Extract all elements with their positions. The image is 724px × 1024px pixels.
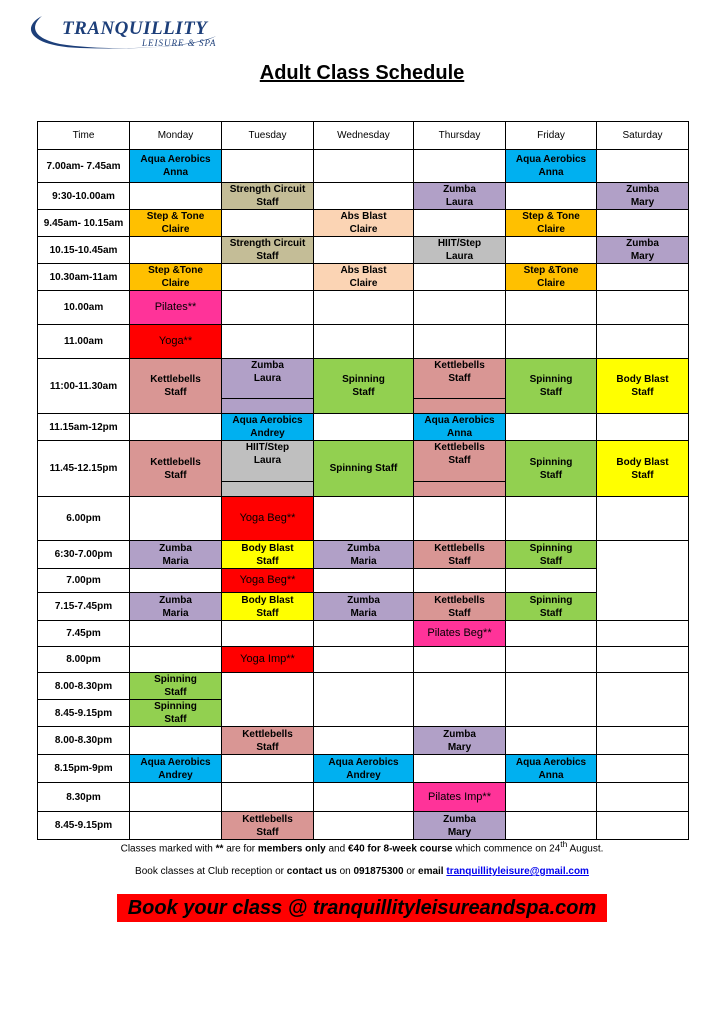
table-row: [38, 291, 689, 325]
empty-cell: [314, 727, 414, 755]
time-cell: 10.15-10.45am: [38, 237, 130, 264]
class-cell: Zumba Mary: [414, 812, 506, 840]
empty-cell: [314, 569, 414, 593]
time-cell: 11.15am-12pm: [38, 414, 130, 441]
class-cell: Kettlebells Staff: [130, 359, 222, 414]
class-cell: Spinning Staff: [506, 441, 597, 497]
time-cell: 8.00-8.30pm: [38, 673, 130, 700]
class-cell: Spinning Staff: [130, 700, 222, 727]
time-cell: 8.45-9.15pm: [38, 700, 130, 727]
class-cell: Yoga Beg**: [222, 569, 314, 593]
table-row: [38, 673, 689, 700]
table-row: [38, 621, 689, 647]
empty-cell: [597, 755, 689, 783]
time-cell: 11.00am: [38, 325, 130, 359]
time-cell: 7.00pm: [38, 569, 130, 593]
members-note: Classes marked with ** are for members only and €40 for 8-week course which commence on 24th August.: [120, 839, 604, 855]
empty-cell: [314, 414, 414, 441]
table-row: [38, 569, 689, 593]
empty-cell: [414, 264, 506, 291]
empty-cell: [130, 569, 222, 593]
header-time: Time: [38, 122, 130, 150]
class-cell: Spinning Staff: [314, 359, 414, 414]
empty-cell: [130, 783, 222, 812]
table-row: [38, 183, 689, 210]
table-row: [38, 647, 689, 673]
empty-cell: [314, 183, 414, 210]
empty-cell: [314, 812, 414, 840]
empty-cell: [597, 673, 689, 727]
class-cell: Step &Tone Claire: [506, 264, 597, 291]
empty-cell: [130, 237, 222, 264]
empty-cell: [506, 727, 597, 755]
empty-cell: [314, 325, 414, 359]
empty-cell: [597, 647, 689, 673]
email-link[interactable]: tranquillityleisure@gmail.com: [446, 866, 589, 877]
empty-cell: [597, 325, 689, 359]
empty-cell: [597, 621, 689, 647]
class-cell: Kettlebells Staff: [414, 359, 506, 414]
empty-cell: [597, 812, 689, 840]
empty-cell: [414, 755, 506, 783]
page-title: Adult Class Schedule: [259, 62, 465, 84]
table-row: [38, 210, 689, 237]
empty-cell: [506, 325, 597, 359]
empty-cell: [130, 414, 222, 441]
class-cell: Aqua Aerobics Andrey: [314, 755, 414, 783]
empty-cell: [506, 569, 597, 593]
time-cell: 6.00pm: [38, 497, 130, 541]
empty-cell: [314, 497, 414, 541]
empty-cell: [597, 264, 689, 291]
time-cell: 7.45pm: [38, 621, 130, 647]
booking-note: Book classes at Club reception or contact us on 091875300 or email tranquillityleisure@gmail.com: [135, 866, 589, 877]
class-cell: Kettlebells Staff: [222, 727, 314, 755]
class-cell: Yoga Beg**: [222, 497, 314, 541]
class-cell: Spinning Staff: [506, 541, 597, 569]
class-cell: Aqua Aerobics Anna: [414, 414, 506, 441]
time-cell: 8.15pm-9pm: [38, 755, 130, 783]
empty-cell: [414, 673, 506, 727]
class-cell: Zumba Maria: [314, 593, 414, 621]
schedule-table: [37, 121, 689, 840]
empty-cell: [414, 325, 506, 359]
empty-cell: [597, 497, 689, 541]
time-cell: 9:30-10.00am: [38, 183, 130, 210]
empty-cell: [506, 237, 597, 264]
empty-cell: [130, 812, 222, 840]
table-row: [38, 441, 689, 497]
class-cell: Body Blast Staff: [222, 593, 314, 621]
class-cell: Pilates Beg**: [414, 621, 506, 647]
class-cell: Zumba Laura: [414, 183, 506, 210]
empty-cell: [130, 621, 222, 647]
empty-cell: [506, 183, 597, 210]
empty-cell: [597, 541, 689, 621]
time-cell: 8.45-9.15pm: [38, 812, 130, 840]
class-cell: Step & Tone Claire: [130, 210, 222, 237]
table-row: [38, 541, 689, 569]
empty-cell: [222, 673, 314, 727]
header-tuesday: Tuesday: [222, 122, 314, 150]
empty-cell: [414, 569, 506, 593]
empty-cell: [222, 783, 314, 812]
class-cell: Aqua Aerobics Anna: [130, 150, 222, 183]
class-cell: Kettlebells Staff: [222, 812, 314, 840]
time-cell: 10.00am: [38, 291, 130, 325]
class-cell: Spinning Staff: [506, 359, 597, 414]
empty-cell: [597, 414, 689, 441]
class-cell: Abs Blast Claire: [314, 210, 414, 237]
empty-cell: [314, 291, 414, 325]
time-cell: 7.00am- 7.45am: [38, 150, 130, 183]
empty-cell: [506, 673, 597, 727]
class-cell: Aqua Aerobics Andrey: [222, 414, 314, 441]
header-thursday: Thursday: [414, 122, 506, 150]
class-cell: Aqua Aerobics Andrey: [130, 755, 222, 783]
table-row: [38, 783, 689, 812]
class-cell: Aqua Aerobics Anna: [506, 755, 597, 783]
empty-cell: [414, 497, 506, 541]
class-cell: Strength Circuit Staff: [222, 183, 314, 210]
time-cell: 6:30-7.00pm: [38, 541, 130, 569]
empty-cell: [414, 291, 506, 325]
table-row: [38, 150, 689, 183]
class-cell: Kettlebells Staff: [414, 541, 506, 569]
table-row: [38, 325, 689, 359]
time-cell: 11:00-11.30am: [38, 359, 130, 414]
empty-cell: [597, 727, 689, 755]
class-cell: Pilates Imp**: [414, 783, 506, 812]
table-row: [38, 264, 689, 291]
class-cell: Aqua Aerobics Anna: [506, 150, 597, 183]
empty-cell: [130, 647, 222, 673]
class-cell: Zumba Mary: [414, 727, 506, 755]
empty-cell: [506, 497, 597, 541]
logo: [20, 8, 220, 58]
empty-cell: [314, 647, 414, 673]
class-cell: Step &Tone Claire: [130, 264, 222, 291]
empty-cell: [222, 150, 314, 183]
class-cell: Yoga Imp**: [222, 647, 314, 673]
empty-cell: [506, 414, 597, 441]
class-cell: Spinning Staff: [130, 673, 222, 700]
time-cell: 11.45-12.15pm: [38, 441, 130, 497]
empty-cell: [597, 783, 689, 812]
time-cell: 8.00pm: [38, 647, 130, 673]
time-cell: 10.30am-11am: [38, 264, 130, 291]
header-monday: Monday: [130, 122, 222, 150]
time-cell: 9.45am- 10.15am: [38, 210, 130, 237]
class-cell: Zumba Maria: [130, 541, 222, 569]
class-cell: Zumba Laura: [222, 359, 314, 414]
empty-cell: [314, 150, 414, 183]
empty-cell: [314, 783, 414, 812]
class-cell: Zumba Maria: [314, 541, 414, 569]
logo-name: TRANQUILLITY: [62, 18, 208, 39]
time-cell: 7.15-7.45pm: [38, 593, 130, 621]
class-cell: Strength Circuit Staff: [222, 237, 314, 264]
empty-cell: [506, 621, 597, 647]
header-wednesday: Wednesday: [314, 122, 414, 150]
empty-cell: [222, 264, 314, 291]
class-cell: Step & Tone Claire: [506, 210, 597, 237]
class-cell: Yoga**: [130, 325, 222, 359]
class-cell: Pilates**: [130, 291, 222, 325]
class-cell: Kettlebells Staff: [414, 441, 506, 497]
table-row: [38, 755, 689, 783]
empty-cell: [314, 621, 414, 647]
table-row: [38, 812, 689, 840]
header-row: [38, 122, 689, 150]
table-row: [38, 727, 689, 755]
class-cell: Spinning Staff: [314, 441, 414, 497]
empty-cell: [314, 673, 414, 727]
empty-cell: [222, 325, 314, 359]
class-cell: Zumba Mary: [597, 237, 689, 264]
empty-cell: [506, 291, 597, 325]
empty-cell: [414, 647, 506, 673]
empty-cell: [597, 210, 689, 237]
class-cell: HIIT/Step Laura: [222, 441, 314, 497]
class-cell: Kettlebells Staff: [414, 593, 506, 621]
class-cell: Abs Blast Claire: [314, 264, 414, 291]
empty-cell: [506, 812, 597, 840]
empty-cell: [414, 210, 506, 237]
empty-cell: [597, 150, 689, 183]
class-cell: Body Blast Staff: [597, 359, 689, 414]
class-cell: Body Blast Staff: [597, 441, 689, 497]
header-saturday: Saturday: [597, 122, 689, 150]
booking-banner[interactable]: Book your class @ tranquillityleisureandspa.com: [117, 894, 607, 922]
empty-cell: [130, 727, 222, 755]
empty-cell: [222, 210, 314, 237]
header-friday: Friday: [506, 122, 597, 150]
empty-cell: [506, 783, 597, 812]
table-row: [38, 414, 689, 441]
empty-cell: [222, 291, 314, 325]
class-cell: Zumba Mary: [597, 183, 689, 210]
logo-subtitle: LEISURE & SPA: [142, 38, 217, 48]
class-cell: Spinning Staff: [506, 593, 597, 621]
time-cell: 8.00-8.30pm: [38, 727, 130, 755]
table-row: [38, 497, 689, 541]
table-row: [38, 359, 689, 414]
class-cell: Kettlebells Staff: [130, 441, 222, 497]
empty-cell: [130, 183, 222, 210]
empty-cell: [597, 291, 689, 325]
class-cell: Zumba Maria: [130, 593, 222, 621]
time-cell: 8.30pm: [38, 783, 130, 812]
empty-cell: [414, 150, 506, 183]
empty-cell: [222, 755, 314, 783]
empty-cell: [222, 621, 314, 647]
empty-cell: [314, 237, 414, 264]
empty-cell: [506, 647, 597, 673]
empty-cell: [130, 497, 222, 541]
table-row: [38, 593, 689, 621]
table-row: [38, 237, 689, 264]
class-cell: HIIT/Step Laura: [414, 237, 506, 264]
class-cell: Body Blast Staff: [222, 541, 314, 569]
